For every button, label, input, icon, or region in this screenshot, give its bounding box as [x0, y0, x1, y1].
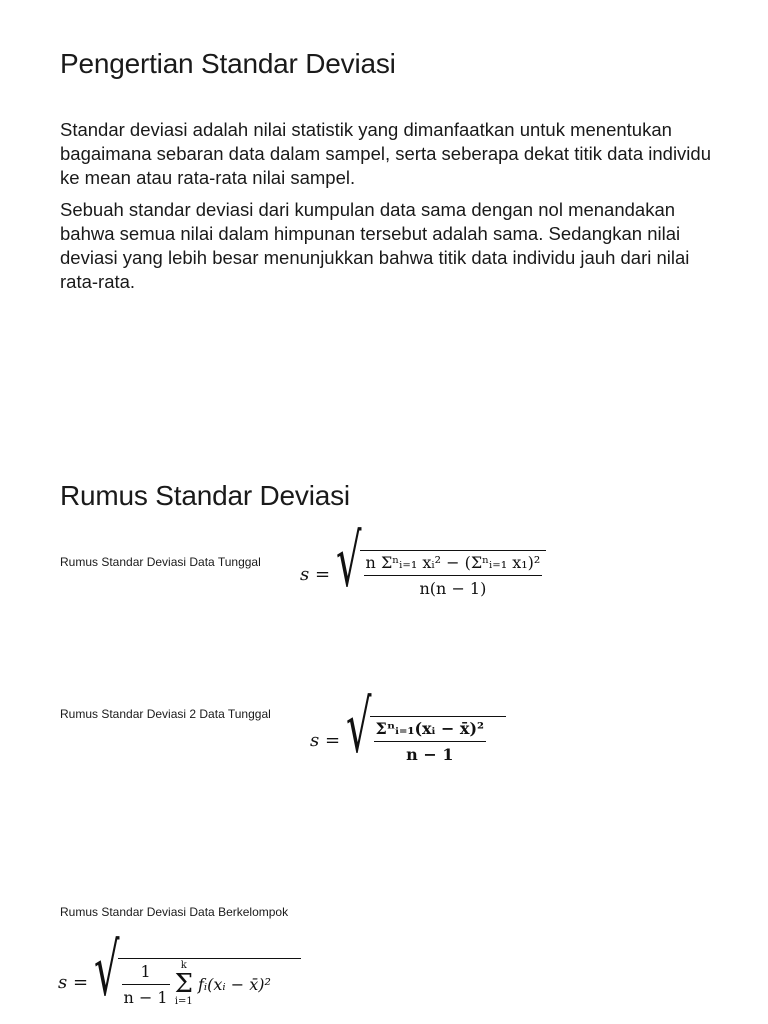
formula-numerator: n Σⁿᵢ₌₁ xᵢ² − (Σⁿᵢ₌₁ x₁)²	[365, 553, 541, 572]
sum-lower: i=1	[174, 996, 193, 1007]
formula-denominator: n − 1	[374, 741, 487, 764]
formula-label-data-tunggal-2: Rumus Standar Deviasi 2 Data Tunggal	[60, 707, 271, 721]
formula-data-tunggal-2	[310, 686, 506, 770]
formula-numerator: Σⁿᵢ₌₁(xᵢ − x̄)²	[375, 719, 485, 738]
formula-lhs: s =	[310, 729, 341, 751]
formula-denominator: n − 1	[122, 984, 170, 1007]
formula-lhs: s =	[300, 563, 331, 585]
formula-numerator: 1	[140, 961, 151, 981]
sqrt-symbol: √ $\frac{\text{Σⁿᵢ₌₁(xᵢ − x̄)²}}{n - 1}$	[346, 716, 506, 764]
formula-data-berkelompok	[58, 929, 301, 1013]
paragraph-definition: Standar deviasi adalah nilai statistik yang dimanfaatkan untuk menentukan bagaimana sebaran data dalam sampel, serta seberapa dekat titik data individu ke mean atau rata-rata nilai sampel.	[60, 119, 711, 188]
sum-upper: k	[180, 960, 187, 971]
formula-data-tunggal	[300, 520, 546, 604]
formula-lhs: s =	[58, 972, 89, 993]
summation-icon: k Σ i=1	[174, 960, 193, 1007]
formula-denominator: n(n − 1)	[364, 575, 543, 598]
formula-label-data-tunggal: Rumus Standar Deviasi Data Tunggal	[60, 555, 261, 569]
sqrt-symbol: √ $\frac{1}{n - 1}$ k Σ i=1 fᵢ(xᵢ − x̄)²	[94, 958, 301, 1007]
formula-label-data-berkelompok: Rumus Standar Deviasi Data Berkelompok	[60, 905, 289, 919]
formula-term: fᵢ(xᵢ − x̄)²	[198, 974, 271, 994]
slide-title-rumus: Rumus Standar Deviasi	[60, 480, 350, 511]
paragraph-zero-deviation: Sebuah standar deviasi dari kumpulan data sama dengan nol menandakan bahwa semua nilai dalam himpunan tersebut adalah sama. Sedangkan nilai deviasi yang lebih besar menunjukkan bahwa titik data individu jauh dari nilai rata-rata.	[60, 199, 690, 292]
slide-title-pengertian: Pengertian Standar Deviasi	[60, 48, 396, 79]
sqrt-symbol: √ $\frac{\text{n Σⁿᵢ₌₁ xᵢ² − (Σⁿᵢ₌₁ x₁)²}}{n(n - 1)}$	[336, 550, 546, 598]
